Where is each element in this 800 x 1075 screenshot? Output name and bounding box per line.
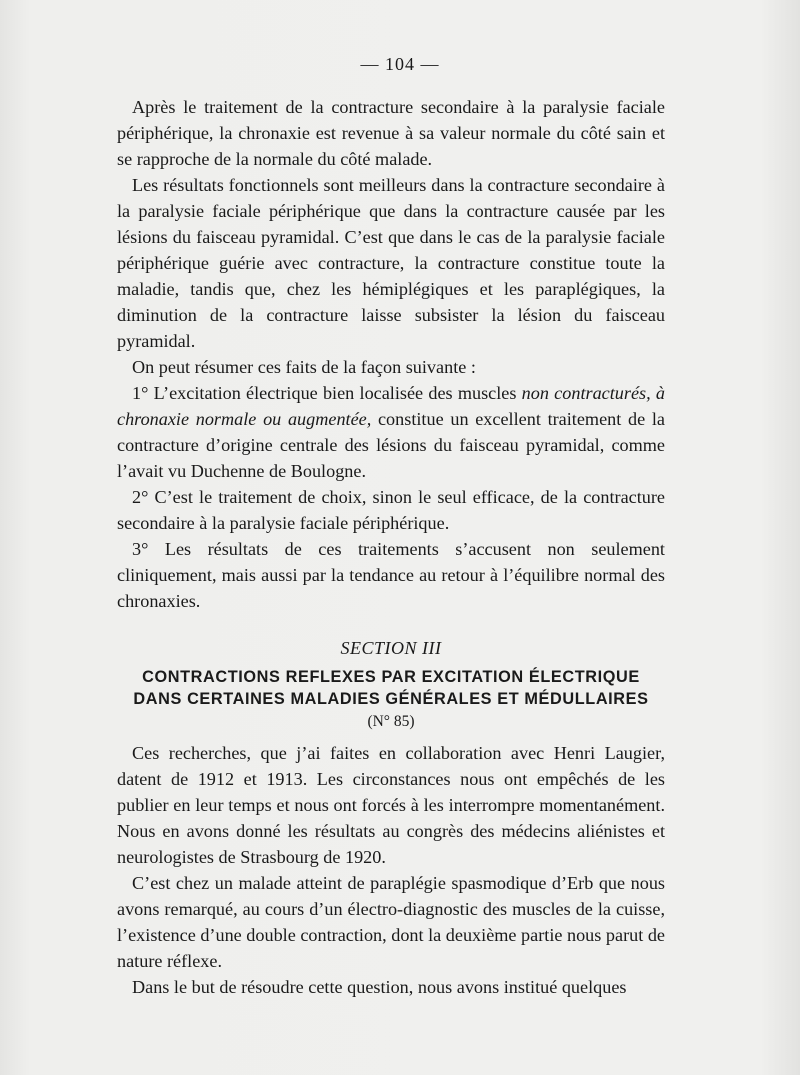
paragraph: Après le traitement de la contracture secondaire à la paralysie faciale périphérique, la chronaxie est revenue à sa valeur normale du côté sain et se rapproche de la normale du côté malade. [117, 97, 665, 169]
page-number: — 104 — [360, 54, 440, 74]
conclusion-point-3: 3° Les résultats de ces traitements s’accusent non seulement cliniquement, mais aussi par la tendance au retour à l’équilibre normal des chronaxies. [117, 539, 665, 611]
conclusion-point-2: 2° C’est le traitement de choix, sinon le seul efficace, de la contracture secondaire à la paralysie faciale périphérique. [117, 487, 665, 533]
point-italic-text: non contracturés, à chronaxie normale ou augmentée, [117, 383, 665, 429]
paragraph: Les résultats fonctionnels sont meilleurs dans la contracture secondaire à la paralysie faciale périphérique que dans la contracture causée par les lésions du faisceau pyramidal. C’est que dans le cas de la paralysie faciale périphérique guérie avec contracture, la contracture constitue toute la maladie, tandis que, chez les hémiplégiques et les paraplégiques, la diminution de la contracture laisse subsister la lésion du faisceau pyramidal. [117, 175, 665, 351]
body-text [117, 94, 665, 1000]
item-number: (N° 85) [367, 713, 415, 730]
section-label: SECTION III [340, 638, 442, 658]
conclusion-point-1 [117, 380, 665, 484]
heading-line: DANS CERTAINES MALADIES GÉNÉRALES ET MÉDULLAIRES [133, 690, 649, 708]
section-heading [117, 666, 665, 710]
paragraph: C’est chez un malade atteint de paraplégie spasmodique d’Erb que nous avons remarqué, au cours d’un électro-diagnostic des muscles de la cuisse, l’existence d’une double contraction, dont la deuxième partie nous parut de nature réflexe. [117, 873, 665, 971]
point-text: 1° L’excitation électrique bien localisée des muscles [132, 383, 522, 403]
paragraph: Ces recherches, que j’ai faites en collaboration avec Henri Laugier, datent de 1912 et 1913. Les circonstances nous ont empêchés de les publier en leur temps et nous ont forcés à les interrompre momentanément. Nous en avons donné les résultats au congrès des médecins aliénistes et neurologistes de Strasbourg de 1920. [117, 743, 665, 867]
point-text: constitue un excellent traitement de la contracture d’origine centrale des lésions du faisceau pyramidal, comme l’avait vu Duchenne de Boulogne. [117, 409, 665, 481]
heading-line: CONTRACTIONS REFLEXES PAR EXCITATION ÉLECTRIQUE [142, 668, 640, 686]
paragraph: On peut résumer ces faits de la façon suivante : [132, 357, 476, 377]
paragraph: Dans le but de résoudre cette question, nous avons institué quelques [132, 977, 627, 997]
